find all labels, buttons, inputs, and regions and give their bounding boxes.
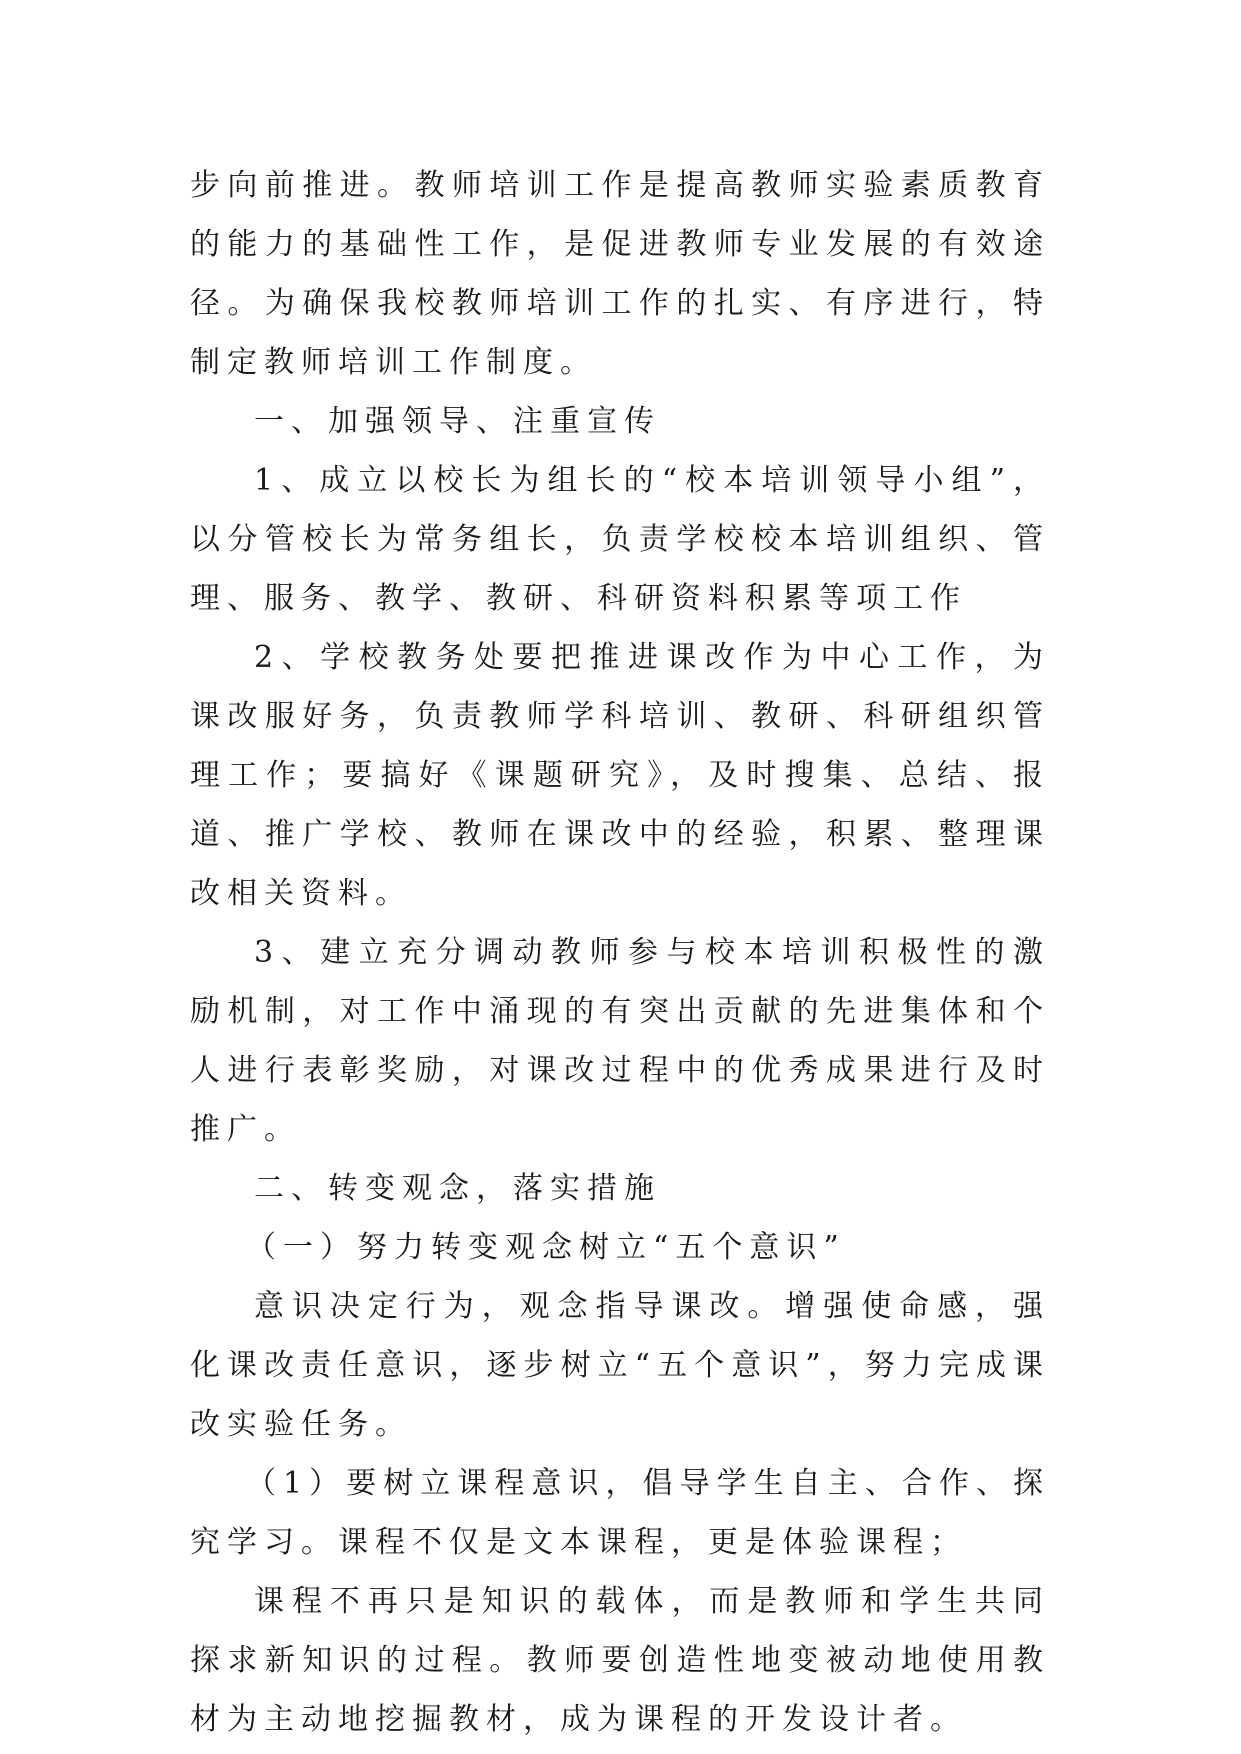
document-body — [190, 156, 1050, 1749]
paragraph: 意识决定行为，观念指导课改。增强使命感，强化课改责任意识，逐步树立“五个意识”，努力完成课改实验任务。 — [190, 1289, 1050, 1442]
paragraph: 3、建立充分调动教师参与校本培训积极性的激励机制，对工作中涌现的有突出贡献的先进集体和个人进行表彰奖励，对课改过程中的优秀成果进行及时推广。 — [190, 935, 1050, 1147]
subsection-heading: （一）努力转变观念树立“五个意识” — [246, 1230, 846, 1265]
paragraph: （1）要树立课程意识，倡导学生自主、合作、探究学习。课程不仅是文本课程，更是体验课程； — [190, 1466, 1050, 1560]
paragraph: 2、学校教务处要把推进课改作为中心工作，为课改服好务，负责教师学科培训、教研、科研组织管理工作；要搞好《课题研究》，及时搜集、总结、报道、推广学校、教师在课改中的经验，积累、整理课改相关资料。 — [190, 640, 1050, 911]
section-heading: 二、转变观念，落实措施 — [254, 1171, 661, 1206]
paragraph: 课程不再只是知识的载体，而是教师和学生共同探求新知识的过程。教师要创造性地变被动地使用教材为主动地挖掘教材，成为课程的开发设计者。 — [190, 1584, 1050, 1737]
paragraph: 1、成立以校长为组长的“校本培训领导小组”，以分管校长为常务组长，负责学校校本培训组织、管理、服务、教学、教研、科研资料积累等项工作 — [190, 463, 1050, 616]
paragraph: 步向前推进。教师培训工作是提高教师实验素质教育的能力的基础性工作，是促进教师专业发展的有效途径。为确保我校教师培训工作的扎实、有序进行，特制定教师培训工作制度。 — [190, 168, 1050, 380]
section-heading: 一、加强领导、注重宣传 — [254, 404, 661, 439]
